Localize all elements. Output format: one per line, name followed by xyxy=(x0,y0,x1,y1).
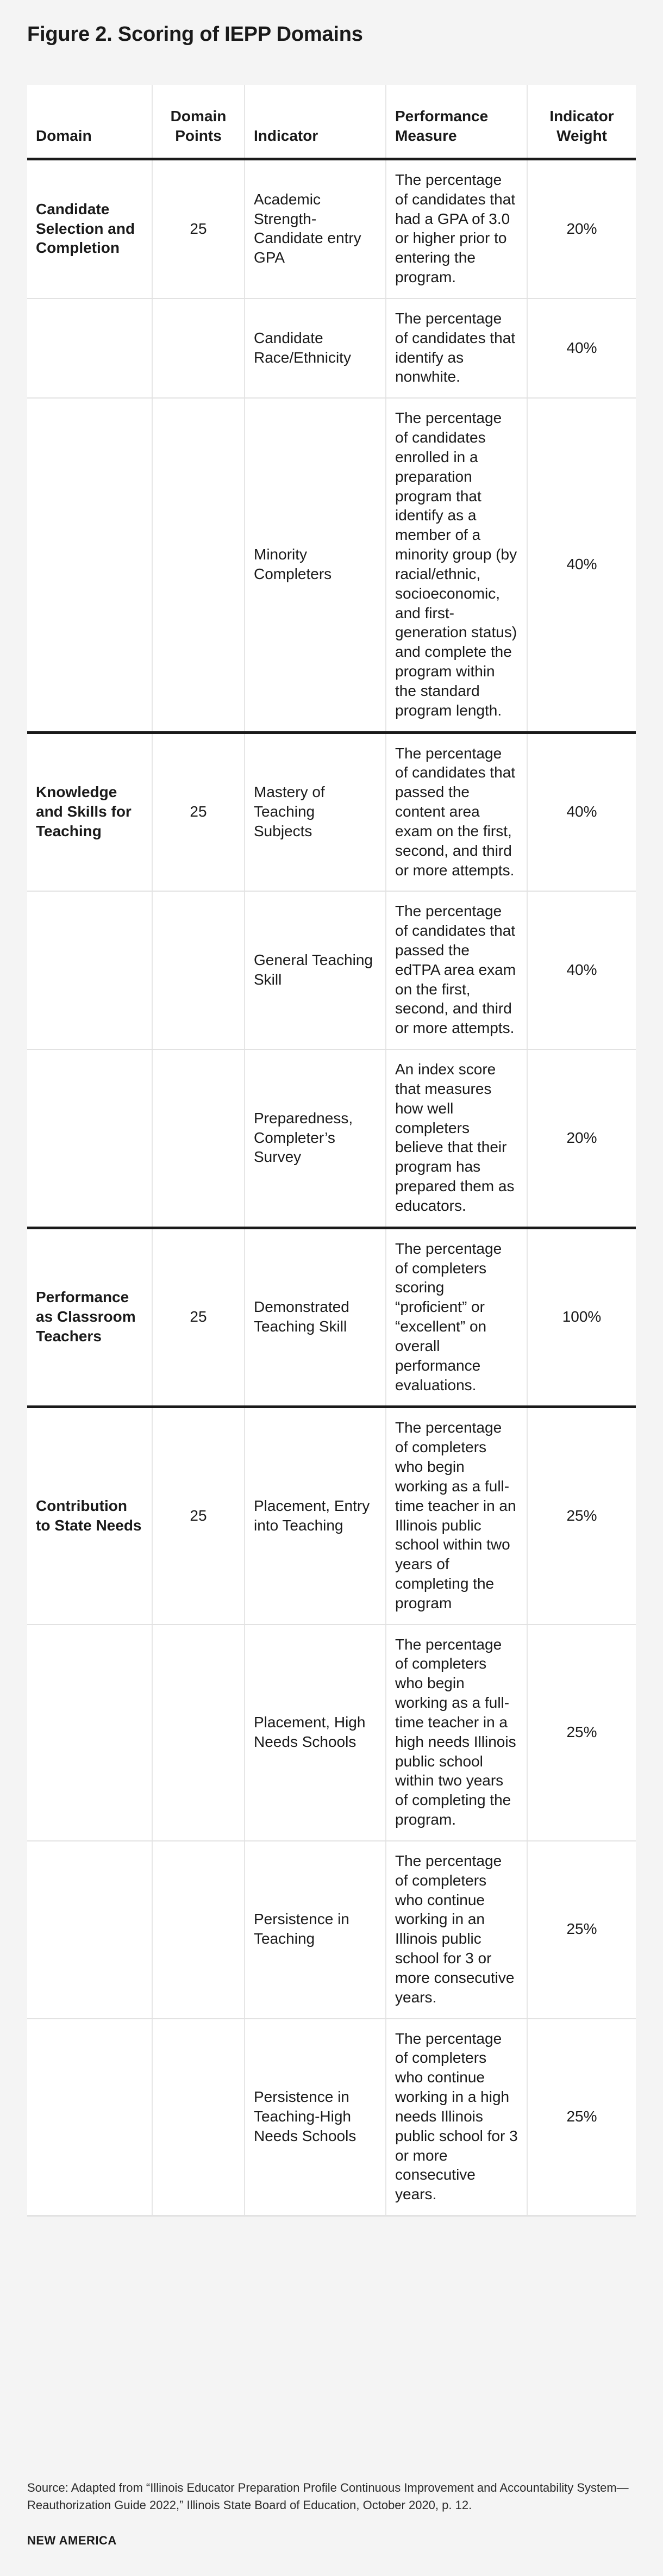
weight-cell: 25% xyxy=(527,2019,636,2216)
weight-cell: 40% xyxy=(527,891,636,1049)
weight-cell: 40% xyxy=(527,732,636,891)
weight-cell: 25% xyxy=(527,1407,636,1625)
indicator-cell: Academic Strength-Candidate entry GPA xyxy=(245,159,386,298)
table-row xyxy=(27,1841,636,2019)
indicator-cell: General Teaching Skill xyxy=(245,891,386,1049)
points-cell: 25 xyxy=(152,732,245,891)
indicator-cell: Preparedness, Completer’s Survey xyxy=(245,1049,386,1228)
domain-cell xyxy=(27,398,152,732)
weight-cell: 25% xyxy=(527,1625,636,1841)
domain-cell xyxy=(27,1625,152,1841)
table-row xyxy=(27,1049,636,1228)
points-cell xyxy=(152,1625,245,1841)
table-row xyxy=(27,732,636,891)
domain-cell: Candidate Selection and Completion xyxy=(27,159,152,298)
points-cell xyxy=(152,891,245,1049)
weight-cell: 40% xyxy=(527,298,636,398)
points-cell: 25 xyxy=(152,1228,245,1407)
domain-cell xyxy=(27,2019,152,2216)
indicator-cell: Demonstrated Teaching Skill xyxy=(245,1228,386,1407)
table-row xyxy=(27,1625,636,1841)
measure-cell: The percentage of completers who begin working as a full-time teacher in an Illinois public school within two years of completing the program xyxy=(386,1407,527,1625)
points-cell xyxy=(152,1049,245,1228)
weight-cell: 25% xyxy=(527,1841,636,2019)
indicator-cell: Mastery of Teaching Subjects xyxy=(245,732,386,891)
table-row xyxy=(27,891,636,1049)
header-domain: Domain xyxy=(27,85,152,159)
header-indicator: Indicator xyxy=(245,85,386,159)
measure-cell: The percentage of candidates enrolled in a preparation program that identify as a member of a minority group (by racial/ethnic, socioeconomic, and first-generation status) and complete the program within the standard program length. xyxy=(386,398,527,732)
table-row xyxy=(27,159,636,298)
measure-cell: An index score that measures how well completers believe that their program has prepared them as educators. xyxy=(386,1049,527,1228)
table-row xyxy=(27,1407,636,1625)
table-row xyxy=(27,398,636,732)
indicator-cell: Persistence in Teaching-High Needs Schools xyxy=(245,2019,386,2216)
points-cell xyxy=(152,1841,245,2019)
measure-cell: The percentage of completers who begin working as a full-time teacher in a high needs Illinois public school within two years of completing the program. xyxy=(386,1625,527,1841)
header-performance-measure: Performance Measure xyxy=(386,85,527,159)
points-cell xyxy=(152,398,245,732)
figure-title: Figure 2. Scoring of IEPP Domains xyxy=(27,23,363,46)
source-note: Source: Adapted from “Illinois Educator Preparation Profile Continuous Improvement and Accountability System—Reauthorization Guide 2022,” Illinois State Board of Education, October 2020, p. 12. xyxy=(27,2481,629,2512)
measure-cell: The percentage of completers scoring “proficient” or “excellent” on overall performance evaluations. xyxy=(386,1228,527,1407)
domain-cell: Knowledge and Skills for Teaching xyxy=(27,732,152,891)
measure-cell: The percentage of completers who continue working in a high needs Illinois public school for 3 or more consecutive years. xyxy=(386,2019,527,2216)
scoring-table xyxy=(27,85,636,2217)
brand-logo-text: NEW AMERICA xyxy=(27,2534,117,2547)
header-domain-points: Domain Points xyxy=(152,85,245,159)
weight-cell: 20% xyxy=(527,159,636,298)
table-row xyxy=(27,298,636,398)
measure-cell: The percentage of candidates that identify as nonwhite. xyxy=(386,298,527,398)
points-cell: 25 xyxy=(152,1407,245,1625)
indicator-cell: Placement, Entry into Teaching xyxy=(245,1407,386,1625)
points-cell xyxy=(152,298,245,398)
domain-cell: Contribution to State Needs xyxy=(27,1407,152,1625)
points-cell xyxy=(152,2019,245,2216)
indicator-cell: Candidate Race/Ethnicity xyxy=(245,298,386,398)
table-row xyxy=(27,1228,636,1407)
weight-cell: 100% xyxy=(527,1228,636,1407)
domain-cell xyxy=(27,891,152,1049)
weight-cell: 40% xyxy=(527,398,636,732)
indicator-cell: Placement, High Needs Schools xyxy=(245,1625,386,1841)
domain-cell xyxy=(27,298,152,398)
header-row xyxy=(27,85,636,159)
measure-cell: The percentage of candidates that passed the edTPA area exam on the first, second, and third or more attempts. xyxy=(386,891,527,1049)
indicator-cell: Minority Completers xyxy=(245,398,386,732)
measure-cell: The percentage of completers who continue working in an Illinois public school for 3 or more consecutive years. xyxy=(386,1841,527,2019)
measure-cell: The percentage of candidates that passed the content area exam on the first, second, and third or more attempts. xyxy=(386,732,527,891)
header-indicator-weight: Indicator Weight xyxy=(527,85,636,159)
weight-cell: 20% xyxy=(527,1049,636,1228)
domain-cell xyxy=(27,1841,152,2019)
points-cell: 25 xyxy=(152,159,245,298)
table-row xyxy=(27,2019,636,2216)
measure-cell: The percentage of candidates that had a GPA of 3.0 or higher prior to entering the program. xyxy=(386,159,527,298)
indicator-cell: Persistence in Teaching xyxy=(245,1841,386,2019)
domain-cell: Performance as Classroom Teachers xyxy=(27,1228,152,1407)
domain-cell xyxy=(27,1049,152,1228)
